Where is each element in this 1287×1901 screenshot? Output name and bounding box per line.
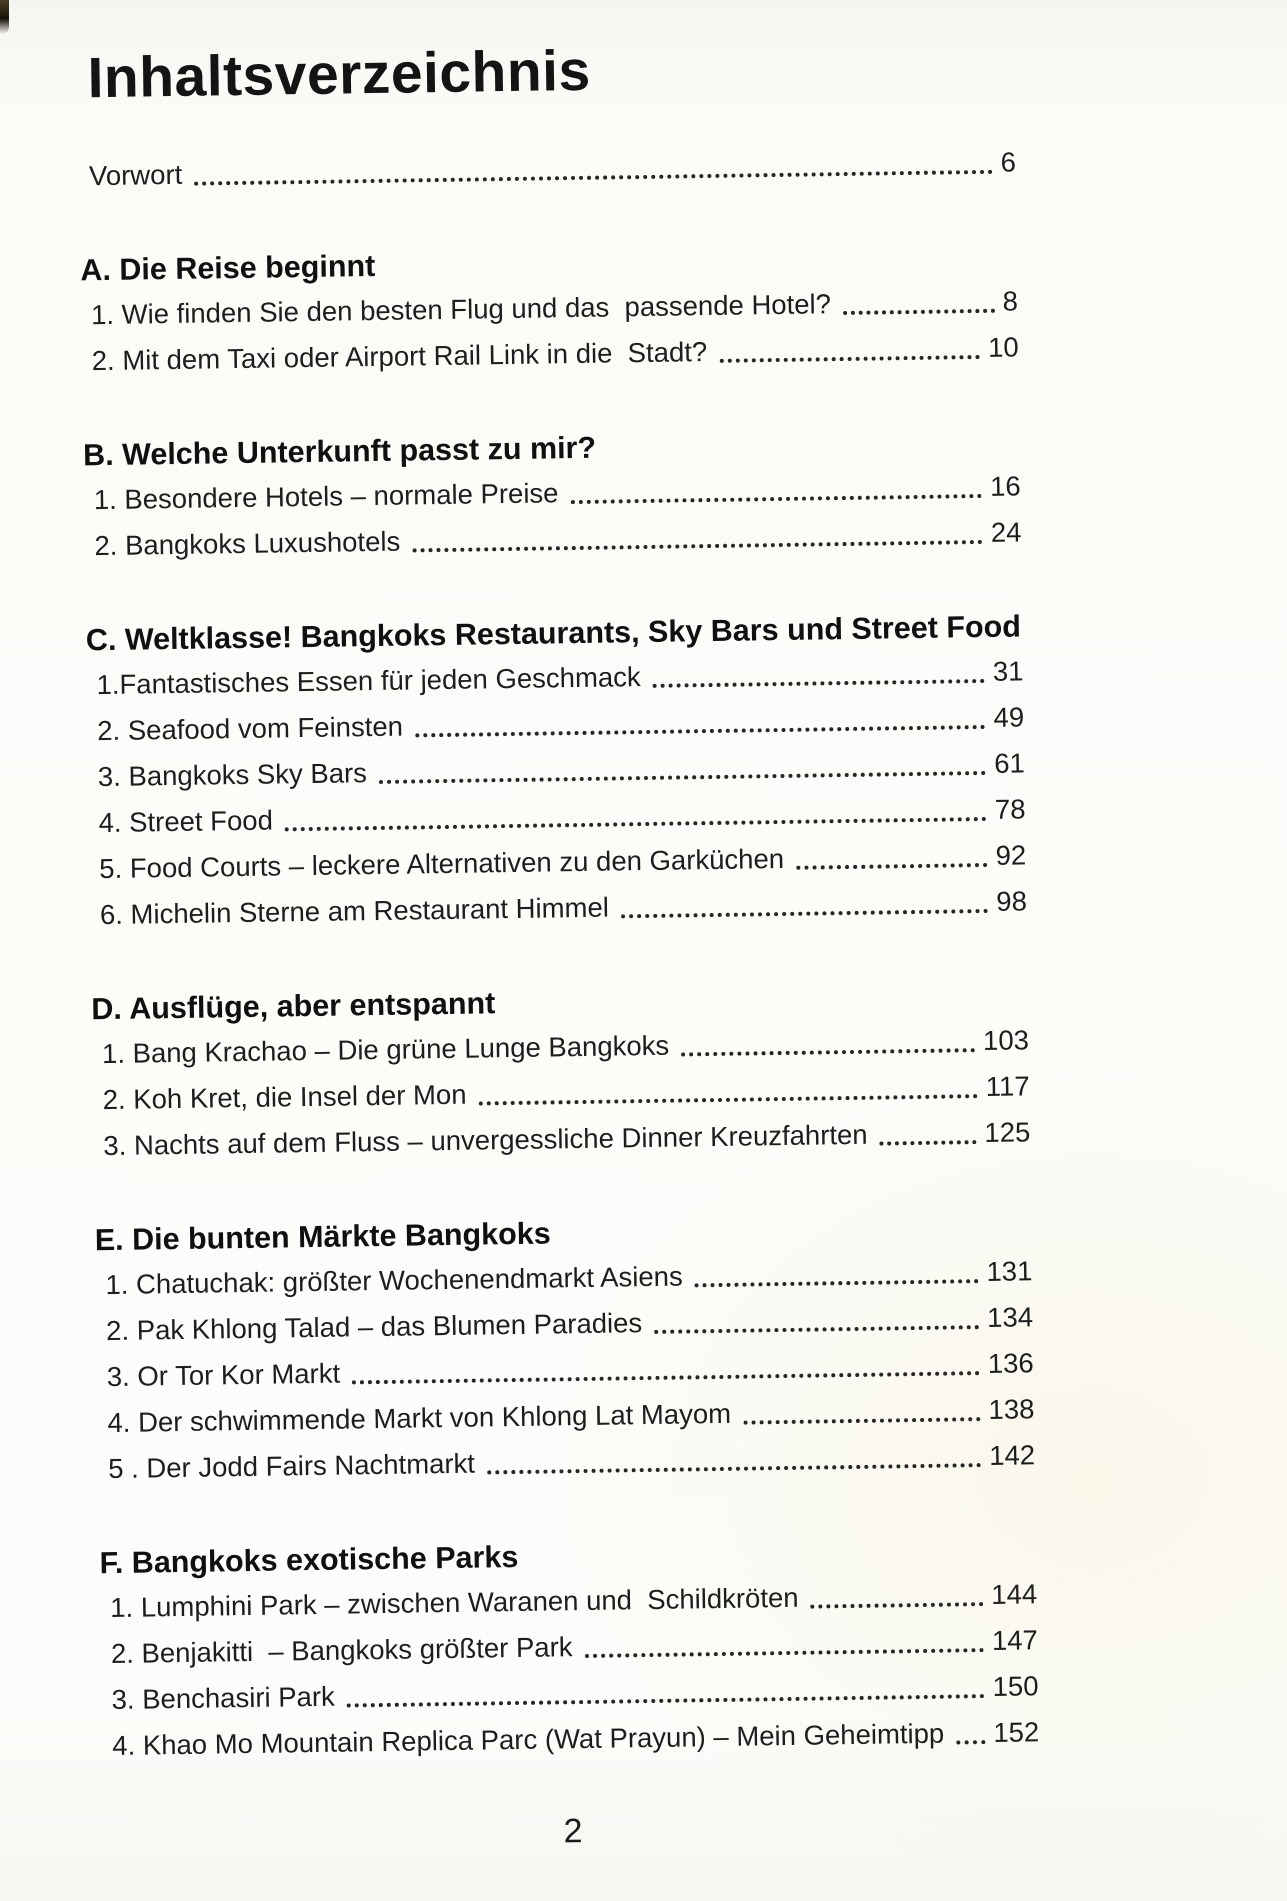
dot-leader bbox=[843, 309, 995, 315]
toc-entry-page: 138 bbox=[988, 1393, 1035, 1425]
toc-entry-page: 125 bbox=[984, 1116, 1031, 1149]
dot-leader bbox=[585, 1648, 985, 1658]
toc-section-items bbox=[94, 1017, 1031, 1169]
toc-entry-label: 1.Fantastisches Essen für jeden Geschmack bbox=[96, 661, 641, 701]
dot-leader bbox=[695, 1279, 979, 1287]
toc-entry-page: 142 bbox=[988, 1439, 1036, 1471]
toc-entry-page: 8 bbox=[1002, 285, 1019, 317]
toc-entry-label: 5. Food Courts – leckere Alternativen zu den Garküchen bbox=[99, 842, 785, 885]
dot-leader bbox=[347, 1694, 985, 1707]
dot-leader bbox=[743, 1417, 981, 1425]
toc-entry-label: 4. Street Food bbox=[98, 804, 274, 839]
toc-entry-page: 49 bbox=[993, 701, 1025, 733]
toc-entry-page: 136 bbox=[987, 1347, 1034, 1379]
dot-leader bbox=[719, 355, 980, 363]
toc-section bbox=[93, 973, 1031, 1169]
dot-leader bbox=[379, 771, 986, 784]
dot-leader bbox=[811, 1602, 984, 1609]
toc-entry-label: 2. Benjakitti – Bangkoks größter Park bbox=[110, 1631, 573, 1670]
toc-section-heading: F. Bangkoks exotische Parks bbox=[99, 1539, 519, 1581]
toc-section-items bbox=[102, 1571, 1040, 1769]
toc-entry-label: 2. Pak Khlong Talad – das Blumen Paradies bbox=[105, 1307, 643, 1347]
dot-leader bbox=[479, 1094, 978, 1105]
toc-section-heading: B. Welche Unterkunft passt zu mir? bbox=[82, 430, 597, 473]
toc-section-items bbox=[85, 463, 1021, 569]
toc-entry-page: 144 bbox=[991, 1578, 1038, 1610]
toc-entry-label: 1. Bang Krachao – Die grüne Lunge Bangkoks bbox=[101, 1029, 670, 1070]
toc-entry-label: 2. Koh Kret, die Insel der Mon bbox=[102, 1078, 467, 1116]
toc-entry-label: 3. Nachts auf dem Fluss – unvergessliche Dinner Kreuzfahrten bbox=[103, 1118, 868, 1162]
toc-entry-page: 103 bbox=[982, 1024, 1030, 1057]
toc-section-heading: C. Weltklasse! Bangkoks Restaurants, Sky Bars und Street Food bbox=[85, 609, 1022, 658]
dot-leader bbox=[653, 679, 985, 688]
dot-leader bbox=[956, 1740, 985, 1744]
dot-leader bbox=[487, 1463, 981, 1474]
toc-entry-label: 4. Der schwimmende Markt von Khlong Lat Mayom bbox=[107, 1397, 732, 1439]
toc-entry-page: 98 bbox=[996, 885, 1028, 917]
toc-entry-page: 134 bbox=[986, 1301, 1034, 1334]
toc-entry-label: 1. Chatuchak: größter Wochenendmarkt Asiens bbox=[105, 1260, 683, 1301]
dot-leader bbox=[412, 540, 983, 552]
toc-section bbox=[82, 419, 1022, 569]
toc-entry-page: 78 bbox=[994, 793, 1026, 825]
toc-section-heading: E. Die bunten Märkte Bangkoks bbox=[94, 1216, 551, 1258]
toc-entry-page: 92 bbox=[995, 839, 1027, 871]
dot-leader bbox=[194, 170, 992, 186]
toc-entry-page: 6 bbox=[1000, 146, 1017, 178]
toc-entry-label: 6. Michelin Sterne am Restaurant Himmel bbox=[99, 891, 610, 931]
toc-entry-label: 5 . Der Jodd Fairs Nachtmarkt bbox=[107, 1447, 476, 1485]
dot-leader bbox=[571, 494, 983, 504]
toc-entry-page: 150 bbox=[992, 1670, 1039, 1702]
page-number-footer: 2 bbox=[563, 1812, 583, 1851]
toc-entry-label: 2. Mit dem Taxi oder Airport Rail Link in die Stadt? bbox=[91, 336, 708, 377]
toc-entry-label: 4. Khao Mo Mountain Replica Parc (Wat Prayun) – Mein Geheimtipp bbox=[112, 1717, 945, 1762]
toc-entry-page: 16 bbox=[989, 470, 1021, 502]
dot-leader bbox=[621, 909, 988, 918]
toc-front-list bbox=[81, 139, 1017, 199]
dot-leader bbox=[681, 1048, 975, 1056]
toc-sections bbox=[82, 234, 1039, 1769]
toc-entry-page: 24 bbox=[990, 516, 1022, 548]
toc-entry-page: 147 bbox=[991, 1624, 1039, 1656]
toc-entry-page: 10 bbox=[987, 331, 1019, 363]
toc-section bbox=[82, 234, 1019, 384]
toc-entry-label: 3. Benchasiri Park bbox=[111, 1680, 335, 1716]
toc-entry-page: 131 bbox=[986, 1255, 1033, 1288]
toc-entry-label: 3. Bangkoks Sky Bars bbox=[97, 757, 368, 793]
toc-section-heading: D. Ausflüge, aber entspannt bbox=[91, 986, 496, 1027]
toc-entry-label: 2. Seafood vom Feinsten bbox=[97, 710, 404, 747]
toc-section-items bbox=[97, 1248, 1035, 1492]
toc-entry-page: 31 bbox=[992, 655, 1024, 687]
toc-entry-page: 117 bbox=[985, 1070, 1030, 1103]
toc-section bbox=[85, 604, 1028, 938]
dot-leader bbox=[880, 1140, 977, 1145]
dot-leader bbox=[796, 863, 988, 870]
toc-entry-page: 152 bbox=[993, 1716, 1040, 1748]
toc-entry-label: 1. Lumphini Park – zwischen Waranen und Schildkröten bbox=[110, 1581, 799, 1624]
toc-entry-page: 61 bbox=[993, 747, 1026, 779]
toc-entry bbox=[81, 139, 1017, 199]
toc-entry-label: 1. Wie finden Sie den besten Flug und das passende Hotel? bbox=[90, 288, 832, 331]
dot-leader bbox=[352, 1371, 980, 1384]
toc-section bbox=[101, 1527, 1039, 1769]
toc-section-heading: A. Die Reise beginnt bbox=[80, 248, 376, 288]
page-title: Inhaltsverzeichnis bbox=[87, 38, 592, 111]
toc-section-items bbox=[83, 278, 1019, 384]
toc-section bbox=[96, 1204, 1035, 1492]
toc-entry-label: 1. Besondere Hotels – normale Preise bbox=[93, 477, 559, 516]
toc-entry-label: Vorwort bbox=[88, 158, 183, 192]
dot-leader bbox=[415, 725, 986, 737]
toc-entry-label: 2. Bangkoks Luxushotels bbox=[94, 525, 401, 562]
toc-entry-label: 3. Or Tor Kor Markt bbox=[106, 1357, 341, 1393]
dot-leader bbox=[654, 1325, 979, 1334]
toc-section-items bbox=[88, 648, 1027, 938]
dot-leader bbox=[285, 817, 987, 831]
